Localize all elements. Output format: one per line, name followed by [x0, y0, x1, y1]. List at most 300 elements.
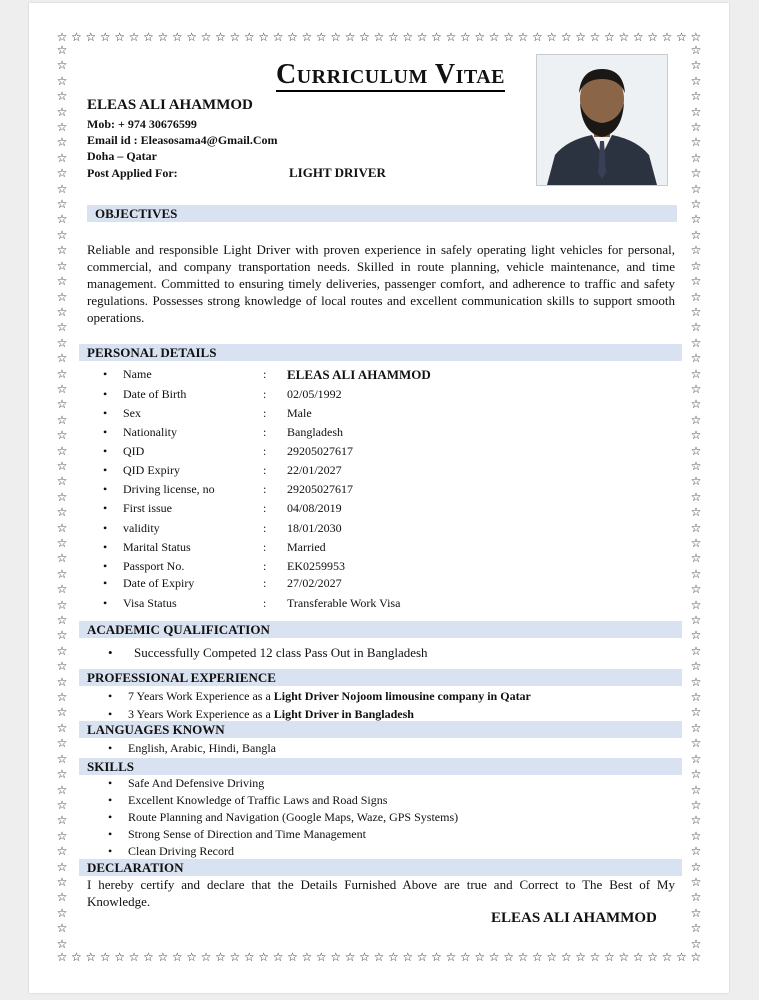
star-outline-icon: ☆: [488, 30, 500, 44]
star-outline-icon: ☆: [690, 120, 702, 135]
table-row: [103, 444, 603, 463]
star-outline-icon: ☆: [85, 950, 97, 964]
star-outline-icon: ☆: [690, 674, 702, 689]
detail-label: Name: [123, 367, 152, 381]
star-outline-icon: ☆: [56, 135, 68, 150]
star-outline-icon: ☆: [690, 489, 702, 504]
star-outline-icon: ☆: [373, 950, 385, 964]
star-outline-icon: ☆: [200, 30, 212, 44]
bullet-dot-icon: •: [103, 540, 108, 554]
detail-value: 22/01/2027: [287, 463, 342, 477]
star-outline-icon: ☆: [71, 30, 82, 44]
star-outline-icon: ☆: [56, 566, 68, 581]
star-outline-icon: ☆: [690, 751, 702, 766]
table-row: [103, 521, 603, 540]
star-outline-icon: ☆: [690, 505, 702, 520]
page-title: Curriculum Vitae: [276, 59, 506, 90]
table-row: [103, 406, 603, 425]
declaration-heading: DECLARATION: [87, 860, 184, 875]
detail-value: 29205027617: [287, 482, 353, 496]
star-outline-icon: ☆: [56, 705, 68, 720]
star-outline-icon: ☆: [690, 536, 702, 550]
detail-label: Date of Expiry: [123, 576, 195, 590]
star-outline-icon: ☆: [647, 950, 659, 964]
star-outline-icon: ☆: [618, 950, 630, 964]
star-outline-icon: ☆: [186, 30, 198, 44]
star-outline-icon: ☆: [128, 950, 140, 964]
star-outline-icon: ☆: [56, 397, 68, 412]
star-outline-icon: ☆: [690, 166, 702, 181]
star-outline-icon: ☆: [387, 950, 399, 964]
detail-colon: :: [263, 540, 267, 554]
star-outline-icon: ☆: [690, 397, 702, 412]
star-outline-icon: ☆: [56, 936, 68, 951]
star-outline-icon: ☆: [690, 613, 702, 628]
detail-label: Nationality: [123, 425, 177, 439]
star-outline-icon: ☆: [56, 736, 68, 751]
star-outline-icon: ☆: [690, 30, 702, 44]
star-outline-icon: ☆: [690, 767, 702, 782]
star-outline-icon: ☆: [359, 30, 370, 44]
star-outline-icon: ☆: [690, 227, 702, 242]
star-outline-icon: ☆: [56, 613, 68, 628]
star-outline-icon: ☆: [56, 458, 68, 473]
star-outline-icon: ☆: [690, 381, 702, 396]
table-row: [103, 463, 603, 482]
star-outline-icon: ☆: [56, 474, 68, 489]
star-outline-icon: ☆: [200, 950, 212, 964]
star-outline-icon: ☆: [690, 782, 702, 797]
star-outline-icon: ☆: [532, 30, 543, 44]
star-outline-icon: ☆: [402, 30, 414, 44]
bullet-dot-icon: •: [103, 559, 108, 573]
bullet-dot-icon: •: [103, 521, 108, 535]
bullet-dot-icon: •: [103, 576, 108, 590]
bullet-dot-icon: •: [108, 645, 113, 660]
star-outline-icon: ☆: [575, 950, 586, 964]
detail-value: Male: [287, 406, 312, 420]
star-outline-icon: ☆: [56, 690, 68, 705]
star-outline-icon: ☆: [85, 30, 97, 44]
star-outline-icon: ☆: [56, 58, 68, 73]
star-outline-icon: ☆: [56, 73, 68, 88]
star-outline-icon: ☆: [690, 320, 702, 335]
detail-label: Sex: [123, 406, 141, 420]
candidate-name: ELEAS ALI AHAMMOD: [87, 97, 253, 113]
skill-item: Route Planning and Navigation (Google Maps, Waze, GPS Systems): [128, 810, 459, 824]
star-outline-icon: ☆: [56, 443, 68, 458]
bullet-dot-icon: •: [108, 776, 113, 790]
star-outline-icon: ☆: [690, 797, 702, 812]
star-outline-icon: ☆: [258, 950, 270, 964]
star-outline-icon: ☆: [690, 720, 702, 735]
star-outline-icon: ☆: [474, 30, 486, 44]
detail-colon: :: [263, 406, 267, 420]
star-outline-icon: ☆: [532, 950, 543, 964]
bullet-dot-icon: •: [108, 689, 113, 703]
star-outline-icon: ☆: [690, 212, 702, 227]
star-outline-icon: ☆: [56, 874, 68, 889]
star-outline-icon: ☆: [690, 258, 702, 273]
star-outline-icon: ☆: [56, 751, 68, 766]
star-outline-icon: ☆: [215, 30, 226, 44]
detail-colon: :: [263, 482, 267, 496]
experience-heading: PROFESSIONAL EXPERIENCE: [87, 670, 276, 685]
star-outline-icon: ☆: [301, 950, 313, 964]
star-outline-icon: ☆: [56, 844, 68, 859]
detail-value: 02/05/1992: [287, 387, 342, 401]
star-outline-icon: ☆: [647, 30, 659, 44]
star-outline-icon: ☆: [517, 30, 529, 44]
star-outline-icon: ☆: [128, 30, 140, 44]
star-outline-icon: ☆: [56, 274, 68, 289]
star-outline-icon: ☆: [445, 30, 457, 44]
star-outline-icon: ☆: [589, 950, 601, 964]
signature-name: ELEAS ALI AHAMMOD: [491, 910, 657, 926]
detail-label: QID Expiry: [123, 463, 180, 477]
detail-colon: :: [263, 576, 267, 590]
star-outline-icon: ☆: [56, 720, 68, 735]
bullet-dot-icon: •: [103, 387, 108, 401]
star-outline-icon: ☆: [56, 304, 68, 319]
detail-label: Visa Status: [123, 596, 177, 610]
skill-item: Strong Sense of Direction and Time Management: [128, 827, 366, 841]
star-outline-icon: ☆: [272, 950, 284, 964]
bullet-dot-icon: •: [103, 596, 108, 610]
experience-highlight: Light Driver in Bangladesh: [273, 707, 414, 721]
cv-page: [29, 3, 729, 993]
star-outline-icon: ☆: [690, 921, 702, 936]
bullet-dot-icon: •: [108, 810, 113, 824]
detail-label: QID: [123, 444, 145, 458]
star-outline-icon: ☆: [690, 551, 702, 566]
detail-colon: :: [263, 596, 267, 610]
star-outline-icon: ☆: [56, 181, 68, 196]
star-outline-icon: ☆: [373, 30, 385, 44]
star-outline-icon: ☆: [661, 30, 673, 44]
star-outline-icon: ☆: [690, 950, 702, 964]
bullet-dot-icon: •: [103, 482, 108, 496]
star-outline-icon: ☆: [690, 274, 702, 289]
academic-heading: ACADEMIC QUALIFICATION: [87, 622, 270, 637]
star-outline-icon: ☆: [56, 104, 68, 119]
detail-label: Marital Status: [123, 540, 191, 554]
star-outline-icon: ☆: [56, 536, 68, 550]
table-row: [103, 482, 603, 501]
objectives-text: Reliable and responsible Light Driver with proven experience in safely operating light vehicles for personal, commercial, and company transportation needs. Skilled in route planning, vehicle maintenance, and time management. Committed to ensuring timely deliveries, passenger comfort, and adherence to traffic and safety regulations. Possesses strong knowledge of local routes and excellent communication skills to support smooth operations.: [87, 242, 675, 325]
experience-highlight: Light Driver Nojoom limousine company in Qatar: [273, 689, 531, 703]
detail-label: First issue: [123, 501, 173, 515]
star-outline-icon: ☆: [157, 30, 169, 44]
star-outline-icon: ☆: [330, 950, 342, 964]
star-outline-icon: ☆: [56, 828, 68, 843]
star-outline-icon: ☆: [56, 381, 68, 396]
star-outline-icon: ☆: [560, 30, 572, 44]
star-outline-icon: ☆: [690, 428, 702, 443]
star-outline-icon: ☆: [690, 335, 702, 350]
star-outline-icon: ☆: [215, 950, 226, 964]
star-outline-icon: ☆: [690, 366, 702, 381]
detail-value: 27/02/2027: [287, 576, 342, 590]
star-outline-icon: ☆: [560, 950, 572, 964]
star-outline-icon: ☆: [690, 304, 702, 319]
star-outline-icon: ☆: [676, 950, 687, 964]
star-outline-icon: ☆: [56, 767, 68, 782]
table-row: [103, 387, 603, 406]
star-outline-icon: ☆: [56, 950, 68, 964]
star-outline-icon: ☆: [690, 628, 702, 643]
star-outline-icon: ☆: [690, 150, 702, 165]
star-outline-icon: ☆: [56, 643, 68, 658]
star-outline-icon: ☆: [258, 30, 270, 44]
star-outline-icon: ☆: [416, 950, 428, 964]
star-outline-icon: ☆: [431, 950, 442, 964]
detail-value: 04/08/2019: [287, 501, 342, 515]
star-outline-icon: ☆: [56, 921, 68, 936]
detail-colon: :: [263, 444, 267, 458]
detail-colon: :: [263, 501, 267, 515]
star-outline-icon: ☆: [690, 73, 702, 88]
detail-colon: :: [263, 425, 267, 439]
star-outline-icon: ☆: [56, 582, 68, 597]
star-outline-icon: ☆: [474, 950, 486, 964]
star-outline-icon: ☆: [114, 950, 125, 964]
star-outline-icon: ☆: [344, 30, 356, 44]
star-outline-icon: ☆: [618, 30, 630, 44]
star-outline-icon: ☆: [56, 258, 68, 273]
star-outline-icon: ☆: [56, 243, 68, 258]
star-outline-icon: ☆: [690, 597, 702, 612]
detail-label: Date of Birth: [123, 387, 187, 401]
star-outline-icon: ☆: [488, 950, 500, 964]
star-outline-icon: ☆: [56, 197, 68, 212]
bullet-dot-icon: •: [103, 367, 108, 381]
star-outline-icon: ☆: [402, 950, 414, 964]
star-outline-icon: ☆: [56, 659, 68, 674]
declaration-text: I hereby certify and declare that the Details Furnished Above are true and Correct to The Best of My Knowledge.: [87, 877, 675, 909]
detail-colon: :: [263, 521, 267, 535]
star-outline-icon: ☆: [690, 89, 702, 104]
star-outline-icon: ☆: [690, 890, 702, 905]
star-outline-icon: ☆: [589, 30, 601, 44]
star-outline-icon: ☆: [690, 197, 702, 212]
star-outline-icon: ☆: [359, 950, 370, 964]
detail-colon: :: [263, 367, 267, 381]
star-outline-icon: ☆: [56, 520, 68, 535]
star-outline-icon: ☆: [503, 30, 514, 44]
star-border-bottom: [29, 951, 729, 963]
star-outline-icon: ☆: [459, 30, 471, 44]
star-outline-icon: ☆: [676, 30, 687, 44]
star-outline-icon: ☆: [604, 30, 615, 44]
table-row: [103, 540, 603, 559]
star-outline-icon: ☆: [431, 30, 442, 44]
star-outline-icon: ☆: [690, 859, 702, 874]
star-outline-icon: ☆: [315, 950, 327, 964]
star-border-right: [690, 31, 702, 963]
star-outline-icon: ☆: [114, 30, 125, 44]
star-outline-icon: ☆: [690, 905, 702, 920]
star-outline-icon: ☆: [690, 181, 702, 196]
bullet-dot-icon: •: [108, 827, 113, 841]
star-outline-icon: ☆: [143, 950, 154, 964]
objectives-heading: OBJECTIVES: [95, 206, 178, 221]
star-outline-icon: ☆: [186, 950, 198, 964]
skills-bar: [79, 758, 682, 775]
star-outline-icon: ☆: [171, 950, 183, 964]
star-outline-icon: ☆: [56, 212, 68, 227]
star-outline-icon: ☆: [344, 950, 356, 964]
star-outline-icon: ☆: [229, 30, 241, 44]
detail-label: Driving license, no: [123, 482, 215, 496]
star-outline-icon: ☆: [56, 628, 68, 643]
star-outline-icon: ☆: [56, 890, 68, 905]
academic-item: Successfully Competed 12 class Pass Out in Bangladesh: [134, 645, 428, 660]
detail-value: 18/01/2030: [287, 521, 342, 535]
star-outline-icon: ☆: [56, 366, 68, 381]
star-outline-icon: ☆: [56, 412, 68, 427]
bullet-dot-icon: •: [108, 741, 113, 755]
experience-text: 3 Years Work Experience as a: [128, 707, 274, 721]
star-outline-icon: ☆: [690, 936, 702, 951]
bullet-dot-icon: •: [108, 844, 113, 858]
personal-details-heading: PERSONAL DETAILS: [87, 345, 217, 360]
table-row: [103, 501, 603, 520]
detail-colon: :: [263, 559, 267, 573]
star-border-top: [29, 31, 729, 43]
skills-heading: SKILLS: [87, 759, 134, 774]
star-outline-icon: ☆: [301, 30, 313, 44]
star-outline-icon: ☆: [56, 150, 68, 165]
star-outline-icon: ☆: [690, 58, 702, 73]
skill-item: Excellent Knowledge of Traffic Laws and Road Signs: [128, 793, 388, 807]
star-outline-icon: ☆: [517, 950, 529, 964]
star-outline-icon: ☆: [287, 950, 298, 964]
star-outline-icon: ☆: [632, 30, 644, 44]
detail-value: EK0259953: [287, 559, 345, 573]
star-outline-icon: ☆: [71, 950, 82, 964]
star-outline-icon: ☆: [690, 289, 702, 304]
star-outline-icon: ☆: [56, 89, 68, 104]
star-outline-icon: ☆: [690, 351, 702, 366]
star-outline-icon: ☆: [56, 320, 68, 335]
detail-label: validity: [123, 521, 160, 535]
star-outline-icon: ☆: [690, 813, 702, 828]
star-outline-icon: ☆: [56, 813, 68, 828]
detail-value: ELEAS ALI AHAMMOD: [287, 367, 431, 382]
star-outline-icon: ☆: [56, 43, 68, 57]
bullet-dot-icon: •: [103, 444, 108, 458]
table-row: [103, 596, 603, 615]
star-outline-icon: ☆: [690, 243, 702, 258]
person-photo: [536, 54, 668, 186]
star-outline-icon: ☆: [56, 905, 68, 920]
star-outline-icon: ☆: [99, 950, 111, 964]
skill-item: Clean Driving Record: [128, 844, 234, 858]
star-outline-icon: ☆: [56, 428, 68, 443]
bullet-dot-icon: •: [103, 425, 108, 439]
star-outline-icon: ☆: [56, 335, 68, 350]
languages-item: English, Arabic, Hindi, Bangla: [128, 741, 276, 755]
star-outline-icon: ☆: [229, 950, 241, 964]
star-outline-icon: ☆: [690, 443, 702, 458]
star-outline-icon: ☆: [546, 950, 558, 964]
star-outline-icon: ☆: [56, 289, 68, 304]
languages-heading: LANGUAGES KNOWN: [87, 722, 225, 737]
detail-value: 29205027617: [287, 444, 353, 458]
star-outline-icon: ☆: [690, 104, 702, 119]
star-outline-icon: ☆: [56, 505, 68, 520]
star-outline-icon: ☆: [330, 30, 342, 44]
star-outline-icon: ☆: [690, 582, 702, 597]
star-outline-icon: ☆: [56, 797, 68, 812]
star-outline-icon: ☆: [690, 874, 702, 889]
bullet-dot-icon: •: [103, 501, 108, 515]
star-outline-icon: ☆: [143, 30, 154, 44]
star-outline-icon: ☆: [690, 736, 702, 751]
table-row: [103, 425, 603, 444]
star-outline-icon: ☆: [56, 166, 68, 181]
email: Email id : Eleasosama4@Gmail.Com: [87, 133, 278, 147]
star-outline-icon: ☆: [690, 43, 702, 57]
bullet-dot-icon: •: [108, 707, 113, 721]
bullet-dot-icon: •: [103, 406, 108, 420]
star-outline-icon: ☆: [416, 30, 428, 44]
star-outline-icon: ☆: [56, 120, 68, 135]
experience-text: 7 Years Work Experience as a: [128, 689, 274, 703]
star-outline-icon: ☆: [503, 950, 514, 964]
star-outline-icon: ☆: [575, 30, 586, 44]
bullet-dot-icon: •: [103, 463, 108, 477]
star-outline-icon: ☆: [272, 30, 284, 44]
star-outline-icon: ☆: [56, 674, 68, 689]
star-outline-icon: ☆: [56, 489, 68, 504]
table-row: [103, 367, 603, 386]
star-outline-icon: ☆: [445, 950, 457, 964]
star-outline-icon: ☆: [546, 30, 558, 44]
star-outline-icon: ☆: [690, 705, 702, 720]
star-outline-icon: ☆: [56, 30, 68, 44]
star-outline-icon: ☆: [690, 690, 702, 705]
star-outline-icon: ☆: [690, 566, 702, 581]
mobile-number: Mob: + 974 30676599: [87, 117, 197, 131]
star-outline-icon: ☆: [56, 351, 68, 366]
star-border-left: [56, 31, 68, 963]
star-outline-icon: ☆: [459, 950, 471, 964]
star-outline-icon: ☆: [690, 844, 702, 859]
post-applied-value: LIGHT DRIVER: [289, 165, 386, 180]
star-outline-icon: ☆: [157, 950, 169, 964]
post-applied-label: Post Applied For:: [87, 166, 178, 180]
star-outline-icon: ☆: [287, 30, 298, 44]
star-outline-icon: ☆: [56, 782, 68, 797]
star-outline-icon: ☆: [604, 950, 615, 964]
table-row: [103, 576, 603, 595]
star-outline-icon: ☆: [690, 643, 702, 658]
bullet-dot-icon: •: [108, 793, 113, 807]
skill-item: Safe And Defensive Driving: [128, 776, 265, 790]
star-outline-icon: ☆: [56, 597, 68, 612]
detail-colon: :: [263, 463, 267, 477]
location: Doha – Qatar: [87, 149, 157, 163]
star-outline-icon: ☆: [690, 520, 702, 535]
star-outline-icon: ☆: [243, 950, 255, 964]
detail-value: Bangladesh: [287, 425, 343, 439]
star-outline-icon: ☆: [690, 828, 702, 843]
star-outline-icon: ☆: [690, 474, 702, 489]
star-outline-icon: ☆: [690, 135, 702, 150]
star-outline-icon: ☆: [171, 30, 183, 44]
